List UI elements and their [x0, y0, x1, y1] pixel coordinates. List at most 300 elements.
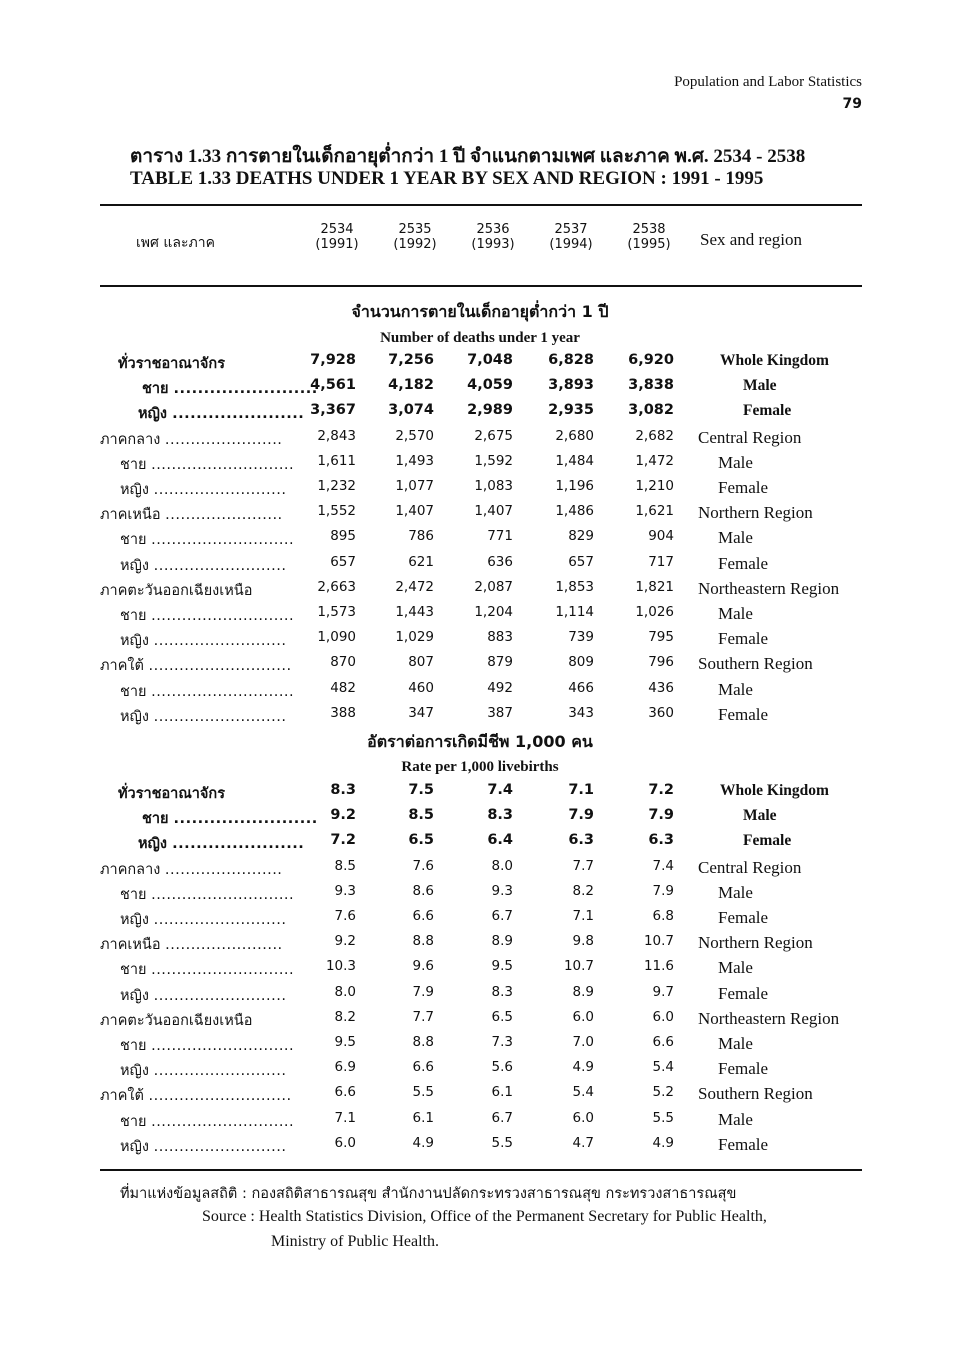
value-cell: 5.5 [652, 1109, 674, 1126]
year-common-era: (1992) [393, 237, 437, 252]
row-label-thai [120, 1135, 287, 1158]
value-cell: 1,592 [474, 452, 513, 469]
row-label-thai [120, 453, 295, 476]
value-cell: 1,853 [555, 578, 594, 595]
table-row [0, 528, 966, 553]
value-cell: 2,843 [317, 427, 356, 444]
value-cell: 6.5 [408, 832, 434, 849]
section-title-thai: จำนวนการตายในเด็กอายุต่ำกว่า 1 ปี [351, 302, 609, 321]
value-cell: 1,486 [555, 503, 594, 520]
value-cell: 7.9 [412, 983, 434, 1000]
row-label-thai [118, 352, 290, 375]
row-label-thai [120, 680, 295, 703]
value-cell: 1,204 [474, 604, 513, 620]
value-cell: 657 [568, 553, 594, 570]
leader-dots: .......................... [153, 708, 287, 725]
value-cell: 2,472 [395, 578, 434, 595]
value-cell: 883 [487, 629, 513, 646]
value-cell: 11.6 [643, 958, 674, 975]
value-cell: 7.4 [487, 782, 513, 798]
table-row [0, 579, 966, 604]
value-cell: 9.5 [334, 1034, 356, 1050]
leader-dots: ....................... [165, 937, 283, 954]
row-label-thai [120, 705, 287, 728]
leader-dots: ....................... [164, 431, 283, 448]
value-cell: 7.0 [572, 1034, 594, 1050]
row-label-thai [100, 579, 272, 602]
value-cell: 7.5 [408, 782, 434, 798]
value-cell: 7.9 [648, 807, 674, 824]
row-label-text: ภาคเหนือ [100, 507, 161, 524]
value-cell: 2,663 [317, 578, 356, 595]
table-row [0, 807, 966, 832]
value-cell: 7,928 [310, 352, 356, 368]
value-cell: 7.9 [652, 882, 674, 899]
value-cell: 3,074 [388, 402, 434, 419]
value-cell: 3,838 [628, 377, 674, 394]
row-label-thai [138, 402, 305, 425]
value-cell: 2,680 [555, 427, 594, 444]
table-row [0, 503, 966, 528]
value-cell: 6.0 [334, 1134, 356, 1151]
leader-dots: .......................... [153, 987, 287, 1004]
row-label-thai [138, 832, 305, 855]
value-cell: 1,552 [317, 503, 356, 520]
table-row [0, 1135, 966, 1160]
row-label-thai [100, 1009, 272, 1032]
table-row [0, 984, 966, 1009]
column-header-year [380, 222, 450, 252]
row-label-english: Female [718, 908, 769, 927]
value-cell: 2,675 [474, 427, 513, 444]
leader-dots: .......................... [153, 557, 287, 574]
value-cell: 1,493 [395, 452, 434, 469]
value-cell: 7.9 [568, 807, 594, 824]
table-row [0, 705, 966, 730]
table-row [0, 604, 966, 629]
row-label-text: ภาคใต้ [100, 1088, 144, 1105]
value-cell: 879 [487, 654, 513, 671]
row-label-text: ภาคเหนือ [100, 937, 161, 954]
row-label-text: ชาย [120, 886, 147, 903]
value-cell: 4.9 [412, 1134, 434, 1151]
row-label-text: หญิง [120, 1063, 149, 1080]
value-cell: 1,090 [317, 629, 356, 646]
value-cell: 5.5 [491, 1134, 513, 1151]
row-label-text: ภาคตะวันออกเฉียงเหนือ [100, 582, 253, 599]
value-cell: 9.5 [491, 958, 513, 975]
row-label-english: Northern Region [698, 503, 813, 523]
value-cell: 7.7 [412, 1008, 434, 1025]
row-label-english: Female [743, 832, 792, 850]
value-cell: 4.7 [572, 1134, 594, 1151]
value-cell: 6.1 [412, 1109, 434, 1126]
table-row [0, 377, 966, 402]
row-label-english: Female [743, 402, 792, 420]
column-header-year [458, 222, 528, 252]
value-cell: 6.0 [572, 1008, 594, 1025]
value-cell: 8.0 [334, 983, 356, 1000]
row-label-english: Female [718, 553, 769, 573]
row-label-text: ชาย [120, 1113, 147, 1130]
row-label-text: ภาคกลาง [100, 861, 161, 878]
row-label-thai [120, 629, 287, 652]
row-label-text: ชาย [120, 1038, 147, 1054]
value-cell: 10.7 [643, 933, 674, 950]
row-label-thai [142, 377, 318, 400]
row-label-english: Male [718, 1109, 753, 1129]
value-cell: 7.1 [334, 1109, 356, 1126]
leader-dots: ............................ [151, 683, 295, 700]
value-cell: 1,407 [474, 503, 513, 520]
column-header-year [614, 222, 684, 252]
value-cell: 6.6 [412, 1059, 434, 1076]
year-buddhist-era: 2538 [632, 222, 666, 237]
row-label-text: ชาย [120, 608, 147, 624]
row-label-english: Whole Kingdom [720, 782, 829, 799]
table-row [0, 832, 966, 857]
row-label-text: หญิง [138, 836, 167, 853]
row-label-thai [100, 503, 283, 526]
leader-dots: .......................... [153, 633, 287, 650]
value-cell: 6.1 [491, 1084, 513, 1101]
row-label-text: ทั่วราชอาณาจักร [118, 786, 225, 802]
value-cell: 1,472 [635, 452, 674, 469]
row-label-text: หญิง [120, 557, 149, 574]
table-title-english: TABLE 1.33 DEATHS UNDER 1 YEAR BY SEX AND REGION : 1991 - 1995 [130, 168, 764, 189]
value-cell: 6.7 [491, 1109, 513, 1126]
row-label-english: Female [718, 629, 769, 649]
row-label-text: หญิง [120, 633, 149, 650]
row-label-thai [120, 604, 295, 627]
value-cell: 1,621 [635, 503, 674, 520]
table-row [0, 453, 966, 478]
table-row [0, 883, 966, 908]
value-cell: 1,611 [317, 452, 356, 469]
row-label-text: ชาย [120, 532, 147, 549]
table-title-thai: ตาราง 1.33 การตายในเด็กอายุต่ำกว่า 1 ปี จำแนกตามเพศ และภาค พ.ศ. 2534 - 2538 [130, 146, 806, 167]
value-cell: 870 [330, 654, 356, 671]
table-top-rule [100, 204, 862, 206]
row-label-english: Male [718, 958, 753, 978]
value-cell: 4,059 [467, 377, 513, 394]
leader-dots: ....................... [164, 861, 283, 878]
row-label-text: ชาย [120, 683, 147, 700]
value-cell: 7.1 [572, 908, 594, 924]
row-label-english: Northern Region [698, 933, 813, 953]
value-cell: 8.9 [572, 983, 594, 1000]
value-cell: 1,821 [635, 578, 674, 595]
row-label-thai [120, 528, 295, 551]
value-cell: 8.3 [487, 807, 513, 824]
table-row [0, 402, 966, 427]
source-note-english: Source : Health Statistics Division, Office of the Permanent Secretary for Public Health, [202, 1208, 767, 1225]
table-row [0, 654, 966, 679]
value-cell: 904 [648, 528, 674, 545]
table-row [0, 1009, 966, 1034]
row-label-thai [120, 1059, 287, 1082]
value-cell: 7,048 [467, 352, 513, 368]
row-label-thai [142, 807, 318, 830]
value-cell: 6.5 [491, 1008, 513, 1025]
value-cell: 809 [568, 654, 594, 671]
row-label-text: หญิง [120, 708, 149, 725]
value-cell: 466 [568, 679, 594, 696]
value-cell: 7.6 [334, 908, 356, 924]
leader-dots: ............................ [151, 608, 295, 624]
row-label-english: Male [743, 807, 777, 825]
value-cell: 6.0 [652, 1008, 674, 1025]
value-cell: 1,077 [395, 478, 434, 494]
value-cell: 4,561 [310, 377, 356, 394]
row-label-thai [120, 883, 295, 906]
row-label-english: Male [718, 452, 753, 472]
row-label-thai [100, 933, 283, 956]
year-common-era: (1995) [627, 237, 671, 252]
table-row [0, 478, 966, 503]
value-cell: 5.2 [652, 1084, 674, 1101]
row-label-thai [120, 554, 287, 577]
section-title-english: Number of deaths under 1 year [380, 330, 580, 346]
value-cell: 4.9 [652, 1134, 674, 1151]
value-cell: 717 [648, 553, 674, 570]
value-cell: 807 [408, 654, 434, 671]
value-cell: 8.2 [334, 1008, 356, 1025]
row-label-english: Male [718, 679, 753, 699]
row-label-text: ภาคตะวันออกเฉียงเหนือ [100, 1012, 253, 1029]
value-cell: 7.6 [412, 857, 434, 874]
value-cell: 8.2 [572, 882, 594, 899]
value-cell: 8.8 [412, 933, 434, 950]
value-cell: 4,182 [388, 377, 434, 394]
table-bottom-rule [100, 1169, 862, 1171]
value-cell: 795 [648, 629, 674, 646]
row-label-thai [100, 858, 283, 881]
source-note-thai: ที่มาแห่งข้อมูลสถิติ : กองสถิติสาธารณสุข สำนักงานปลัดกระทรวงสาธารณสุข กระทรวงสาธารณสุข [120, 1186, 737, 1202]
value-cell: 796 [648, 654, 674, 671]
value-cell: 636 [487, 553, 513, 570]
section-title-thai: อัตราต่อการเกิดมีชีพ 1,000 คน [367, 732, 593, 751]
value-cell: 9.2 [334, 933, 356, 950]
table-row [0, 1034, 966, 1059]
value-cell: 621 [408, 553, 434, 570]
leader-dots: ............................ [151, 1038, 295, 1054]
row-label-english: Southern Region [698, 654, 813, 674]
row-label-english: Female [718, 704, 769, 724]
table-row [0, 428, 966, 453]
value-cell: 5.6 [491, 1059, 513, 1076]
row-label-english: Male [718, 882, 753, 902]
value-cell: 7.2 [330, 832, 356, 849]
column-header-year [302, 222, 372, 252]
table-row [0, 782, 966, 807]
row-label-english: Female [718, 478, 769, 497]
table-row [0, 858, 966, 883]
table-row [0, 554, 966, 579]
value-cell: 7.7 [572, 857, 594, 874]
value-cell: 387 [487, 704, 513, 721]
row-label-text: หญิง [120, 1138, 149, 1155]
value-cell: 8.5 [408, 807, 434, 824]
year-common-era: (1994) [549, 237, 593, 252]
value-cell: 5.5 [412, 1084, 434, 1101]
value-cell: 347 [408, 704, 434, 721]
column-header-year [536, 222, 606, 252]
row-label-english: Whole Kingdom [720, 352, 829, 369]
row-label-english: Male [718, 604, 753, 623]
row-label-english: Male [743, 377, 777, 395]
row-label-english: Male [718, 528, 753, 548]
value-cell: 1,232 [317, 478, 356, 494]
value-cell: 436 [648, 679, 674, 696]
table-row [0, 908, 966, 933]
year-common-era: (1993) [471, 237, 515, 252]
row-label-thai [100, 428, 283, 451]
leader-dots: ...................... [172, 406, 305, 423]
value-cell: 2,682 [635, 427, 674, 444]
row-label-text: หญิง [138, 406, 167, 423]
value-cell: 6.6 [412, 908, 434, 924]
row-label-text: หญิง [120, 987, 149, 1004]
value-cell: 1,026 [635, 604, 674, 620]
value-cell: 388 [330, 704, 356, 721]
value-cell: 8.8 [412, 1034, 434, 1050]
row-label-thai [120, 984, 287, 1007]
leader-dots: ............................ [148, 1088, 292, 1105]
value-cell: 1,029 [395, 629, 434, 646]
value-cell: 6.3 [568, 832, 594, 849]
value-cell: 1,196 [555, 478, 594, 494]
value-cell: 6.9 [334, 1059, 356, 1076]
table-row [0, 1084, 966, 1109]
table-row [0, 680, 966, 705]
value-cell: 8.6 [412, 882, 434, 899]
value-cell: 6.3 [648, 832, 674, 849]
value-cell: 657 [330, 553, 356, 570]
value-cell: 6.0 [572, 1109, 594, 1126]
source-note-english-continued: Ministry of Public Health. [271, 1233, 439, 1250]
value-cell: 8.0 [491, 857, 513, 874]
row-label-english: Female [718, 1134, 769, 1154]
leader-dots: ....................... [165, 507, 283, 524]
value-cell: 895 [330, 528, 356, 545]
value-cell: 1,407 [395, 503, 434, 520]
value-cell: 10.3 [325, 958, 356, 975]
value-cell: 8.5 [334, 857, 356, 874]
row-label-english: Northeastern Region [698, 1008, 840, 1028]
leader-dots: .......................... [153, 482, 287, 498]
leader-dots: ............................ [151, 456, 295, 473]
value-cell: 2,935 [548, 402, 594, 419]
year-common-era: (1991) [315, 237, 359, 252]
leader-dots: .......................... [153, 1138, 287, 1155]
table-header-rule [100, 285, 862, 287]
table-row [0, 1059, 966, 1084]
value-cell: 6.6 [334, 1084, 356, 1101]
value-cell: 9.6 [412, 958, 434, 975]
value-cell: 10.7 [563, 958, 594, 975]
row-label-english: Northeastern Region [698, 578, 840, 598]
row-label-thai [120, 958, 295, 981]
value-cell: 460 [408, 679, 434, 696]
row-label-text: หญิง [120, 912, 149, 928]
value-cell: 6,920 [628, 352, 674, 368]
value-cell: 3,367 [310, 402, 356, 419]
value-cell: 8.9 [491, 933, 513, 950]
value-cell: 1,484 [555, 452, 594, 469]
value-cell: 3,893 [548, 377, 594, 394]
row-label-thai [100, 1084, 292, 1107]
value-cell: 6.7 [491, 908, 513, 924]
row-label-text: ภาคใต้ [100, 658, 144, 675]
row-label-thai [120, 1110, 295, 1133]
row-label-text: ชาย [120, 456, 147, 473]
column-header-thai-label: เพศ และภาค [136, 235, 215, 251]
value-cell: 786 [408, 528, 434, 545]
year-buddhist-era: 2535 [398, 222, 432, 237]
value-cell: 829 [568, 528, 594, 545]
leader-dots: ........................ [173, 811, 318, 828]
table-row [0, 958, 966, 983]
row-label-english: Central Region [698, 427, 802, 447]
leader-dots: .......................... [153, 1063, 287, 1080]
leader-dots: ............................ [151, 962, 295, 979]
leader-dots: ............................ [151, 532, 295, 549]
row-label-english: Male [718, 1034, 753, 1053]
value-cell: 1,573 [317, 604, 356, 620]
row-label-english: Female [718, 1059, 769, 1079]
value-cell: 8.3 [330, 782, 356, 798]
value-cell: 1,443 [395, 604, 434, 620]
leader-dots: ............................ [151, 886, 295, 903]
value-cell: 7.4 [652, 857, 674, 874]
table-row [0, 352, 966, 377]
row-label-text: ชาย [142, 381, 169, 398]
leader-dots: ............................ [151, 1113, 295, 1130]
value-cell: 9.8 [572, 933, 594, 950]
row-label-thai [120, 478, 287, 501]
section-title-english: Rate per 1,000 livebirths [401, 759, 559, 775]
value-cell: 343 [568, 704, 594, 721]
value-cell: 771 [487, 528, 513, 545]
value-cell: 9.2 [330, 807, 356, 824]
value-cell: 7.3 [491, 1034, 513, 1050]
leader-dots: ........................ [173, 381, 318, 398]
year-buddhist-era: 2534 [320, 222, 354, 237]
row-label-thai [118, 782, 290, 805]
value-cell: 1,083 [474, 478, 513, 494]
page-number: 79 [842, 96, 862, 112]
table-row [0, 629, 966, 654]
row-label-text: หญิง [120, 482, 149, 498]
value-cell: 2,570 [395, 427, 434, 444]
table-row [0, 1110, 966, 1135]
row-label-thai [120, 1034, 295, 1057]
row-label-thai [120, 908, 287, 931]
value-cell: 6.4 [487, 832, 513, 849]
year-buddhist-era: 2536 [476, 222, 510, 237]
value-cell: 6.6 [652, 1034, 674, 1050]
leader-dots: ............................ [148, 658, 292, 675]
table-row [0, 933, 966, 958]
leader-dots: .......................... [153, 912, 287, 928]
value-cell: 5.4 [652, 1059, 674, 1076]
row-label-text: ทั่วราชอาณาจักร [118, 356, 225, 372]
row-label-thai [100, 654, 292, 677]
row-label-text: ภาคกลาง [100, 431, 161, 448]
value-cell: 7,256 [388, 352, 434, 368]
value-cell: 6.8 [652, 908, 674, 924]
